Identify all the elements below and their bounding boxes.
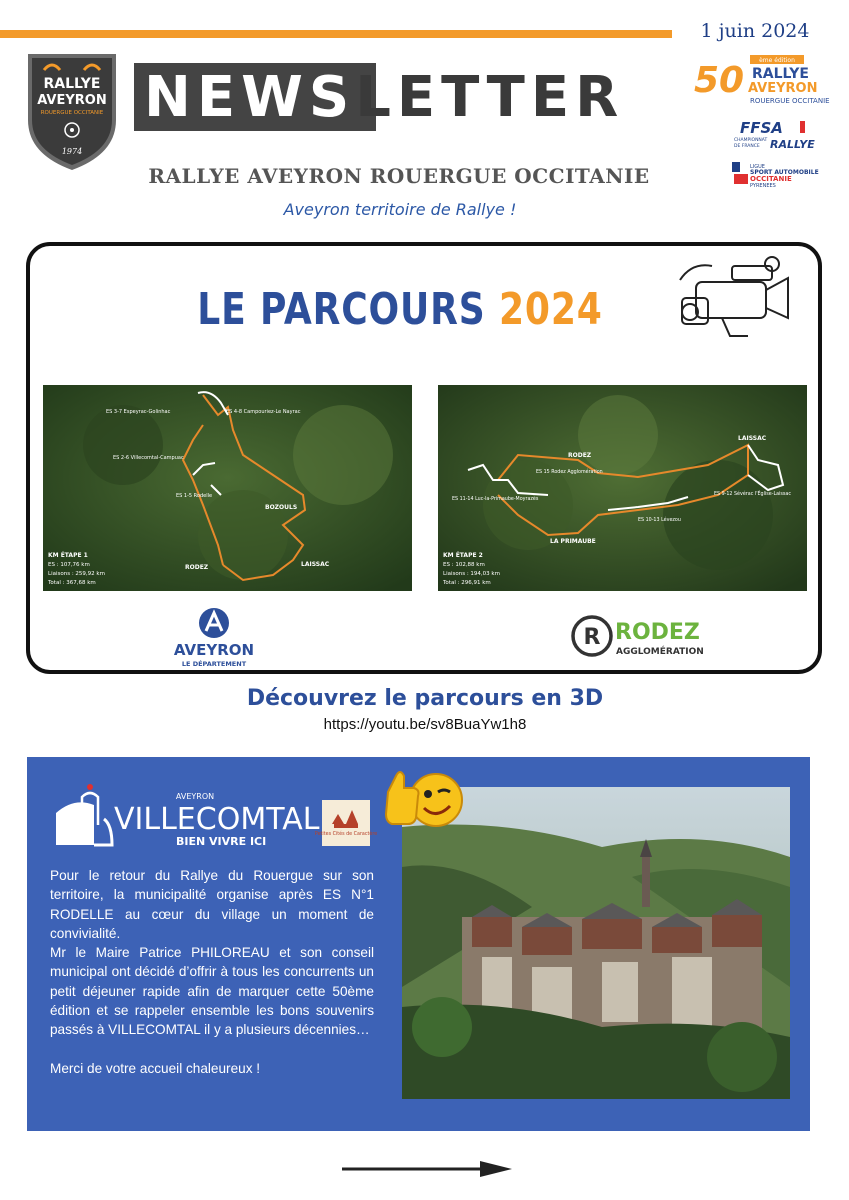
svg-text:ème édition: ème édition <box>759 57 795 64</box>
svg-text:RODEZ: RODEZ <box>568 452 592 459</box>
ffsa-logo <box>730 118 820 152</box>
svg-text:Liaisons : 259,92 km: Liaisons : 259,92 km <box>48 571 105 577</box>
top-orange-bar <box>0 30 672 38</box>
parcours-title <box>195 284 605 335</box>
aveyron-departement-logo <box>160 605 268 671</box>
paragraph-2: Mr le Maire Patrice PHILOREAU et son conseil municipal ont décidé d’offrir à tous les concurrents un petit déjeuner rapide afin de marquer cette 50ème édition et se rappeler ensemble les bons souvenirs passés à VILLECOMTAL il y a plusieurs décennies… <box>50 945 374 1038</box>
svg-text:AVEYRON: AVEYRON <box>748 81 818 96</box>
svg-text:Total : 367,68 km: Total : 367,68 km <box>48 580 96 586</box>
svg-text:50: 50 <box>694 60 745 101</box>
50th-edition-logo <box>692 52 830 108</box>
svg-text:KM ÉTAPE 2: KM ÉTAPE 2 <box>443 552 483 559</box>
rallye-aveyron-shield-logo <box>22 50 122 172</box>
map-etape-1 <box>43 385 412 591</box>
svg-text:ROUERGUE OCCITANIE: ROUERGUE OCCITANIE <box>40 110 104 116</box>
discover-3d-title: Découvrez le parcours en 3D <box>246 686 604 711</box>
svg-text:ES 1-5 Rodelle: ES 1-5 Rodelle <box>176 493 213 499</box>
svg-text:PYRENEES: PYRENEES <box>750 183 776 189</box>
villecomtal-text <box>50 866 374 1078</box>
rally-name: RALLYE AVEYRON ROUERGUE OCCITANIE <box>148 164 650 188</box>
svg-text:Liaisons : 194,03 km: Liaisons : 194,03 km <box>443 571 500 577</box>
svg-text:LE DÉPARTEMENT: LE DÉPARTEMENT <box>181 660 247 668</box>
issue-date: 1 juin 2024 <box>700 20 810 42</box>
ligue-occitanie-logo <box>730 160 822 190</box>
svg-text:VILLECOMTAL: VILLECOMTAL <box>114 802 320 837</box>
petites-cites-logo <box>314 800 378 846</box>
svg-text:Petites Cités de Caractère: Petites Cités de Caractère <box>314 832 378 837</box>
rodez-agglomeration-logo <box>570 612 704 660</box>
svg-text:BIEN VIVRE ICI: BIEN VIVRE ICI <box>176 835 267 848</box>
svg-text:RODEZ: RODEZ <box>185 564 209 571</box>
svg-text:RALLYE: RALLYE <box>752 66 809 82</box>
svg-text:RALLYE: RALLYE <box>770 138 815 151</box>
svg-text:ES 9-12 Sévérac l'Église-Laiss: ES 9-12 Sévérac l'Église-Laissac <box>714 492 791 497</box>
svg-text:R: R <box>583 625 601 650</box>
next-page-arrow-icon <box>340 1158 515 1180</box>
newsletter-title-part2: LETTER <box>355 65 625 130</box>
svg-text:AGGLOMÉRATION: AGGLOMÉRATION <box>616 647 704 657</box>
video-camera-icon <box>672 252 802 344</box>
svg-text:CHAMPIONNAT: CHAMPIONNAT <box>734 138 768 143</box>
svg-text:ES : 102,88 km: ES : 102,88 km <box>443 562 485 568</box>
svg-text:AVEYRON: AVEYRON <box>175 792 215 801</box>
paragraph-1: Pour le retour du Rallye du Rouergue sur son territoire, la municipalité organise après ES N°1 RODELLE au cœur du village un moment de convivialité. <box>50 868 374 941</box>
map-etape-2 <box>438 385 807 591</box>
svg-text:ES 4-8 Campouriez-Le Nayrac: ES 4-8 Campouriez-Le Nayrac <box>226 409 301 415</box>
svg-text:LAISSAC: LAISSAC <box>301 561 330 568</box>
svg-text:SPORT AUTOMOBILE: SPORT AUTOMOBILE <box>750 169 819 176</box>
tagline: Aveyron territoire de Rallye ! <box>283 200 517 219</box>
svg-text:ES 10-13 Lévezou: ES 10-13 Lévezou <box>638 518 681 523</box>
svg-text:RALLYE: RALLYE <box>43 76 101 92</box>
svg-text:ROUERGUE OCCITANIE: ROUERGUE OCCITANIE <box>750 97 830 105</box>
svg-text:ES 2-6 Villecomtal-Campuac: ES 2-6 Villecomtal-Campuac <box>113 455 184 461</box>
youtube-link[interactable]: https://youtu.be/sv8BuaYw1h8 <box>323 716 527 733</box>
svg-text:ES 11-14 Luc-la-Primaube-Moyra: ES 11-14 Luc-la-Primaube-Moyrazès <box>452 497 539 502</box>
paragraph-3: Merci de votre accueil chaleureux ! <box>50 1060 261 1076</box>
newsletter-title-part1: NEWS <box>144 65 356 130</box>
svg-text:LA PRIMAUBE: LA PRIMAUBE <box>550 538 596 545</box>
thumbs-up-smiley-icon <box>378 762 468 840</box>
svg-text:ES 3-7 Espeyrac-Golinhac: ES 3-7 Espeyrac-Golinhac <box>106 409 171 415</box>
svg-text:AVEYRON: AVEYRON <box>173 641 255 659</box>
svg-text:KM ÉTAPE 1: KM ÉTAPE 1 <box>48 552 88 559</box>
svg-text:AVEYRON: AVEYRON <box>37 93 107 108</box>
svg-text:OCCITANIE: OCCITANIE <box>750 175 792 183</box>
parcours-title-year: 2024 <box>498 284 603 335</box>
newsletter-title <box>144 64 624 132</box>
svg-text:ES 15 Rodez Agglomération: ES 15 Rodez Agglomération <box>536 470 603 475</box>
svg-text:LAISSAC: LAISSAC <box>738 435 767 442</box>
svg-text:LIGUE: LIGUE <box>750 164 765 170</box>
svg-text:DE FRANCE: DE FRANCE <box>734 144 760 149</box>
parcours-title-text: LE PARCOURS <box>197 284 486 335</box>
svg-text:BOZOULS: BOZOULS <box>265 504 298 511</box>
svg-text:FFSA: FFSA <box>740 119 783 137</box>
svg-text:ES : 107,76 km: ES : 107,76 km <box>48 562 90 568</box>
svg-text:1974: 1974 <box>61 147 83 156</box>
villecomtal-logo <box>50 775 320 857</box>
svg-text:RODEZ: RODEZ <box>615 620 700 645</box>
svg-text:Total : 296,91 km: Total : 296,91 km <box>443 580 491 586</box>
